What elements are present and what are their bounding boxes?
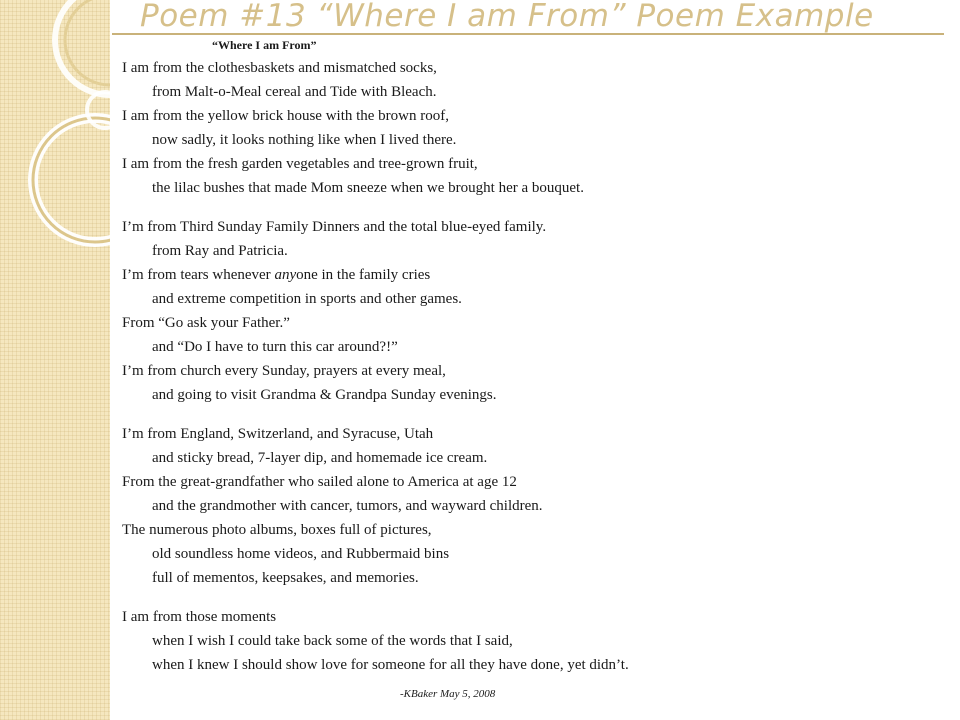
- poem-line: I am from the clothesbaskets and mismatched socks,: [122, 60, 437, 76]
- poem-line: and going to visit Grandma & Grandpa Sunday evenings.: [152, 387, 497, 403]
- poem-line: old soundless home videos, and Rubbermaid bins: [152, 546, 450, 562]
- poem-line: now sadly, it looks nothing like when I lived there.: [152, 132, 457, 148]
- poem-line-emphasis: [122, 266, 430, 284]
- poem-line-part: one in the family cries: [296, 267, 431, 283]
- poem-line-part: I’m from tears whenever: [122, 267, 275, 283]
- poem-line: when I wish I could take back some of the words that I said,: [152, 633, 513, 649]
- poem-line: I’m from church every Sunday, prayers at every meal,: [122, 363, 446, 379]
- poem-signature: -KBaker May 5, 2008: [400, 688, 496, 700]
- poem-line: I’m from Third Sunday Family Dinners and the total blue-eyed family.: [122, 219, 547, 235]
- slide-title: Poem #13 “Where I am From” Poem Example: [140, 0, 874, 34]
- poem-line: The numerous photo albums, boxes full of pictures,: [122, 522, 432, 538]
- emphasized-word: any: [274, 267, 297, 283]
- poem-line: from Ray and Patricia.: [152, 243, 288, 259]
- poem-line: and “Do I have to turn this car around?!”: [152, 339, 398, 355]
- poem-line: and extreme competition in sports and other games.: [152, 291, 462, 307]
- poem-line: full of mementos, keepsakes, and memories.: [152, 570, 419, 586]
- poem-line: the lilac bushes that made Mom sneeze when we brought her a bouquet.: [152, 180, 584, 196]
- decorative-circles-icon: [0, 0, 110, 720]
- poem-line: and the grandmother with cancer, tumors, and wayward children.: [152, 498, 543, 514]
- poem-line: when I knew I should show love for someone for all they have done, yet didn’t.: [152, 657, 629, 673]
- poem-line: I’m from England, Switzerland, and Syracuse, Utah: [122, 426, 434, 442]
- poem-line: and sticky bread, 7-layer dip, and homemade ice cream.: [152, 450, 488, 466]
- poem-title: “Where I am From”: [212, 38, 317, 52]
- poem-line: From the great-grandfather who sailed alone to America at age 12: [122, 474, 517, 490]
- poem-line: I am from those moments: [122, 609, 277, 625]
- poem-line: I am from the yellow brick house with the brown roof,: [122, 108, 450, 124]
- poem-line: from Malt-o-Meal cereal and Tide with Bleach.: [152, 84, 437, 100]
- decorative-side-panel: [0, 0, 110, 720]
- poem-line: I am from the fresh garden vegetables and tree-grown fruit,: [122, 156, 478, 172]
- poem-line: From “Go ask your Father.”: [122, 315, 290, 331]
